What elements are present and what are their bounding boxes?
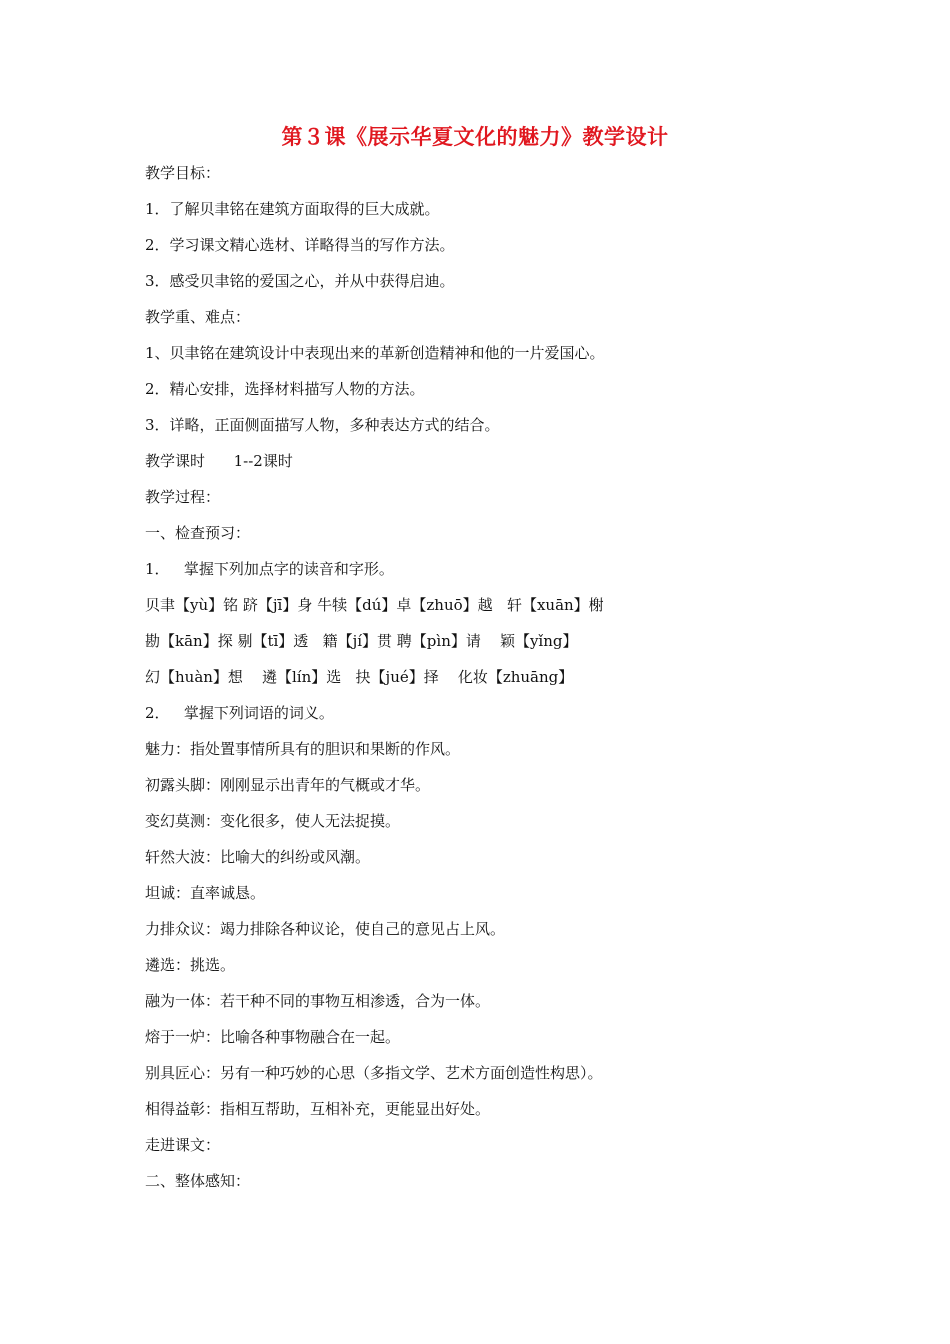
document-body	[145, 160, 845, 1204]
line-class-hours: 教学课时 1--2课时	[145, 452, 293, 470]
line-goal-1: 1．了解贝聿铭在建筑方面取得的巨大成就。	[145, 200, 440, 218]
line-vocab-9: 熔于一炉：比喻各种事物融合在一起。	[145, 1028, 401, 1046]
line-vocab-8: 融为一体：若干种不同的事物互相渗透，合为一体。	[145, 992, 491, 1010]
line-vocab-7: 遴选：挑选。	[145, 956, 236, 974]
line-vocab-1: 魅力：指处置事情所具有的胆识和果断的作风。	[145, 740, 461, 758]
line-key-point-3: 3．详略，正面侧面描写人物，多种表达方式的结合。	[145, 416, 500, 434]
line-vocab-6: 力排众议：竭力排除各种议论，使自己的意见占上风。	[145, 920, 506, 938]
line-pinyin-row-3: 幻【huàn】想 遴【lín】选 抉【jué】择 化妆【zhuāng】	[145, 668, 574, 686]
line-preview-task-2: 2． 掌握下列词语的词义。	[145, 704, 334, 722]
line-key-points-heading: 教学重、难点：	[145, 308, 251, 326]
line-section-preview: 一、检查预习：	[145, 524, 251, 542]
line-goal-2: 2．学习课文精心选材、详略得当的写作方法。	[145, 236, 455, 254]
line-vocab-10: 别具匠心：另有一种巧妙的心思（多指文学、艺术方面创造性构思）。	[145, 1064, 603, 1082]
line-teaching-goals-heading: 教学目标：	[145, 164, 221, 182]
line-vocab-3: 变幻莫测：变化很多，使人无法捉摸。	[145, 812, 401, 830]
line-section-overview: 二、整体感知：	[145, 1172, 251, 1190]
line-pinyin-row-2: 勘【kān】探 剔【tī】透 籍【jí】贯 聘【pìn】请 颖【yǐng】	[145, 632, 578, 650]
document-title: 第３课《展示华夏文化的魅力》教学设计	[281, 125, 669, 149]
line-goal-3: 3．感受贝聿铭的爱国之心，并从中获得启迪。	[145, 272, 455, 290]
line-key-point-1: 1、贝聿铭在建筑设计中表现出来的革新创造精神和他的一片爱国心。	[145, 344, 605, 362]
line-process-heading: 教学过程：	[145, 488, 221, 506]
line-vocab-5: 坦诚：直率诚恳。	[145, 884, 266, 902]
line-pinyin-row-1: 贝聿【yù】铭 跻【jī】身 牛犊【dú】卓【zhuō】越 轩【xuān】榭	[145, 596, 604, 614]
line-vocab-11: 相得益彰：指相互帮助，互相补充，更能显出好处。	[145, 1100, 491, 1118]
line-vocab-2: 初露头脚：刚刚显示出青年的气概或才华。	[145, 776, 431, 794]
line-enter-text: 走进课文：	[145, 1136, 221, 1154]
line-preview-task-1: 1． 掌握下列加点字的读音和字形。	[145, 560, 394, 578]
line-vocab-4: 轩然大波：比喻大的纠纷或风潮。	[145, 848, 371, 866]
line-key-point-2: 2．精心安排，选择材料描写人物的方法。	[145, 380, 425, 398]
